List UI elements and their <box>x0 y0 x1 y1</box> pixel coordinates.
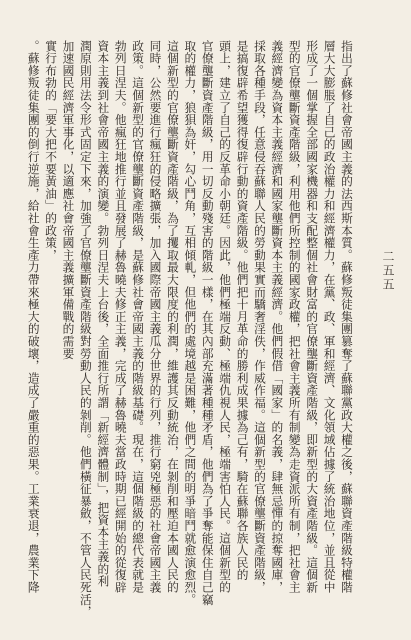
text-column: 。蘇修叛徒集團的倒行逆施，給社會生產力帶來極大的破壞，造成了嚴重的惡果。工業衰退，農業下降 <box>26 40 41 594</box>
text-column: 指出了蘇修社會帝國主義的法西斯本質。蘇修叛徒集團篡奪了蘇聯黨政大權之後，蘇聯資產階級特權階 <box>340 40 354 594</box>
text-column: 這個新型的官僚壟斷資產階級，為了攫取最大限度的利潤，維護其反動統治，在剝削和壓迫本國人民的 <box>165 40 180 594</box>
body-text <box>24 40 355 619</box>
text-column: 加速國民經濟軍事化，以適應社會帝國主義擴軍備戰的需要 <box>61 40 76 360</box>
text-column: 同時，公然要進行瘋狂的侵略擴張，加入國際帝國主義瓜分世界的行列，推行窮兇極惡的社會帝國主義 <box>148 40 163 594</box>
text-column: 官僚壟斷資產階級，用一切反動殘害的階級一樣，在其內部充滿著種種矛盾，他們為了爭奪能保住自己竊 <box>200 40 215 606</box>
text-column: 政策。這個新型的官僚壟斷資產階級，是蘇修社會帝國主義的階級基礎。現在，這個階級的總代表就是 <box>131 40 146 594</box>
page-number: 二五五 <box>381 250 395 292</box>
text-column: 實行布勃的「要大把不要黃油」的政策， <box>44 40 59 262</box>
text-column: 潤原則用法令形式固定下來，加強了官僚壟斷資產階級對勞動人民的剝削。他們橫征暴斂，不管人民死活， <box>78 40 93 619</box>
text-column: 勃列日涅夫。他瘋狂地推行並且發展了赫魯曉夫修正主義，完成了赫魯曉夫當政時期已經開始的從復辟 <box>113 40 128 594</box>
text-column: 取的權力，狼狽為奸，勾心鬥角，互相傾軋，但他們的處境越是困難，他們之間的明爭暗鬥就愈演愈烈。 <box>183 40 198 606</box>
text-column: 資本主義到社會帝國主義的演變。勃列日涅夫上台後，全面推行所謂「新經濟體制」，把資本主義的利 <box>96 40 111 588</box>
text-column: 形成了一個掌握全部國家機器和支配整個社會財富的官僚壟斷資產階級，即新型的大資產階級。這個新 <box>305 40 320 594</box>
text-column: 層大大膨脹了自己的政治權力和經濟權力，在黨、政、軍和經濟、文化領域佔據了統治地位，並且從中 <box>322 40 337 594</box>
text-column: 採取各種手段，任意侵吞蘇聯人民的勞動果實而驕奢淫佚，作威作福。這個新型的官僚壟斷資產階級， <box>252 40 267 594</box>
text-column: 型的官僚壟斷資產階級，利用他們所控制的國家政權，把社會主義所有制變為走資派所有制，把社會主 <box>287 40 302 594</box>
text-column: 頭上，建立了自己的反革命小朝廷。因此，他們極端反動、極端仇視人民，極端害怕人民。這個新型的 <box>218 40 233 594</box>
text-column: 義經濟變為資本主義經濟和國家壟斷資本主義經濟。他們假借「國家」的名義，肆無忌憚的掠奪國庫， <box>270 40 285 594</box>
text-column: 是搞復辟希望獲得復辟行動的資產階級。他們把十月革命的勝利成果據為己有，騎在蘇聯各族人民的 <box>235 40 250 582</box>
